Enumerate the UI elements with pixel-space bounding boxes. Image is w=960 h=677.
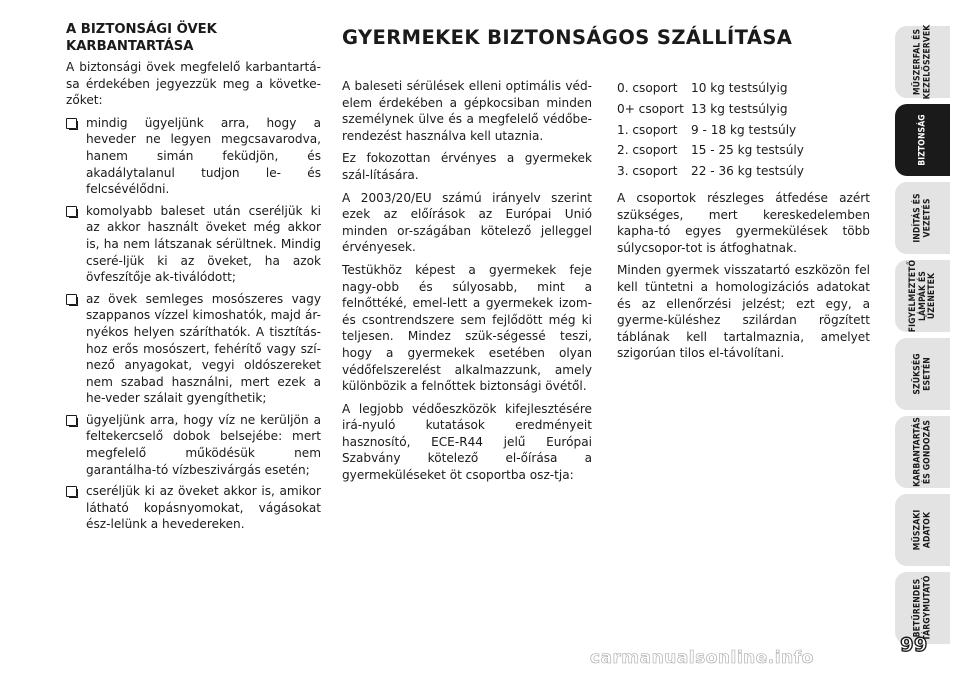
table-row: [617, 120, 870, 141]
page-number: 99: [900, 634, 928, 656]
group-name: 3. csoport: [617, 164, 678, 179]
list-item-text: mindig ügyeljünk arra, hogy a heveder ne legyen megcsavarodva, hanem simán feküdjön, és akadálytalanul tudjon le- és felcsévélődni.: [86, 115, 321, 197]
list-item-text: cseréljük ki az öveket akkor is, amikor látható kopásnyomokat, vágásokat ész-lelünk a hevedereken.: [86, 484, 321, 532]
middle-column: [342, 78, 592, 490]
page-title: GYERMEKEK BIZTONSÁGOS SZÁLLÍTÁSA: [342, 26, 793, 49]
right-column: [617, 78, 870, 368]
checkbox-bullet-icon: [66, 206, 77, 217]
group-range: 9 - 18 kg testsúly: [691, 122, 797, 137]
group-range: 13 kg testsúlyig: [691, 101, 788, 116]
left-column: [66, 22, 321, 538]
paragraph: A 2003/20/EU számú irányelv szerint ezek az előírások az Európai Unió minden or-szágában kötelező jelleggel érvényesek.: [342, 190, 592, 255]
list-item: [66, 203, 321, 286]
tab-label: MŰSZERFAL ÉS KEZELŐSZERVEK: [912, 24, 932, 100]
weight-group-table: [617, 78, 870, 182]
list-item-text: ügyeljünk arra, hogy víz ne kerüljön a feltekercselő dobok belsejébe: mert megfelelő működésük nem garantálha-tó vízbeszivárgás esetén;: [86, 412, 321, 477]
tab-technical-data[interactable]: [895, 494, 950, 566]
group-range: 15 - 25 kg testsúly: [691, 143, 804, 158]
group-name: 2. csoport: [617, 143, 678, 158]
tab-label: BIZTONSÁG: [916, 114, 927, 166]
checkbox-bullet-icon: [66, 415, 77, 426]
tab-maintenance[interactable]: [895, 416, 950, 488]
intro-paragraph: A biztonsági övek megfelelő karbantartá-sa érdekében jegyezzük meg a követke-zőket:: [66, 60, 321, 108]
tab-safety[interactable]: [895, 104, 950, 176]
group-name: 1. csoport: [617, 122, 678, 137]
table-row: [617, 161, 870, 182]
checkbox-bullet-icon: [66, 486, 77, 497]
list-item: [66, 412, 321, 478]
paragraph: Ez fokozottan érvényes a gyermekek szál-lítására.: [342, 151, 592, 182]
tab-label: FIGYELMEZTETŐ LÁMPÁK ÉS ÜZENETEK: [907, 259, 937, 333]
table-row: [617, 99, 870, 120]
paragraph: A csoportok részleges átfedése azért szükséges, mert kereskedelemben kapha-tó egyes gyermekülések több súlycsopor-tot is átfoghatnak.: [617, 190, 870, 255]
group-range: 22 - 36 kg testsúly: [691, 164, 804, 179]
list-item: [66, 291, 321, 407]
list-item-text: komolyabb baleset után cseréljük ki az akkor használt öveket még akkor is, ha nem látszanak sérültnek. Mindig cseré-ljük ki az öveket, ha azok övfeszítője ak-tiválódott;: [86, 203, 321, 285]
paragraph: Testükhöz képest a gyermekek feje nagy-obb és súlyosabb, mint a felnőttéké, emel-lett a gyermekek izom- és csontrendszere sem fejlődött még ki teljesen. Mindez szük-ségessé teszi, hogy a gyermekek esetében olyan védőfelszerelést alkalmazzunk, amely különbözik a felnőttek biztonsági övétől.: [342, 262, 592, 394]
group-range: 10 kg testsúlyig: [691, 81, 788, 95]
paragraph: A baleseti sérülések elleni optimális véd-elem érdekében a gépkocsiban minden személynek ülve és a megfelelő védőbe-rendezést használva kell utaznia.: [342, 79, 592, 143]
chapter-tabs: [895, 26, 950, 650]
list-item: [66, 115, 321, 198]
group-name: 0+ csoport: [617, 101, 684, 116]
tab-starting-driving[interactable]: [895, 182, 950, 254]
maintenance-list: [66, 115, 321, 533]
paragraph: Minden gyermek visszatartó eszközön fel kell tüntetni a homologizációs adatokat és az ellenőrzési jelzést; ezt egy, a gyerme-küléshez szilárdan rögzített táblának kell tartalmaznia, amelyet szigorúan tilos el-távolítani.: [617, 263, 870, 361]
list-item: [66, 483, 321, 533]
table-row: [617, 78, 870, 99]
tab-label: SZÜKSÉG ESETÉN: [912, 353, 932, 395]
tab-emergency[interactable]: [895, 338, 950, 410]
tab-label: BETŰRENDES TÁRGYMUTATÓ: [912, 575, 932, 641]
table-row: [617, 140, 870, 161]
list-item-text: az övek semleges mosószeres vagy szappanos vízzel kimoshatók, majd ár-nyékos helyen száríthatók. A tisztítás-hoz erős mosószert, fehérítő vagy szí-nező anyagokat, vegyi oldószereket nem szabad használni, mert ezek a he-veder szálait gyengíthetik;: [86, 291, 321, 406]
tab-label: INDÍTÁS ÉS VEZETÉS: [912, 193, 932, 243]
tab-label: MŰSZAKI ADATOK: [912, 509, 932, 551]
checkbox-bullet-icon: [66, 294, 77, 305]
checkbox-bullet-icon: [66, 118, 77, 129]
tab-label: KARBANTARTÁS ÉS GONDOZÁS: [912, 417, 932, 487]
tab-warning-lights[interactable]: [895, 260, 950, 332]
watermark: carmanualsonline.info: [590, 648, 814, 668]
paragraph: A legjobb védőeszközök kifejlesztésére irá-nyuló kutatások eredményeit hasznosító, ECE-R44 jelű Európai Szabvány kötelező el-őírása a gyermeküléseket öt csoportba osz-tja:: [342, 401, 592, 483]
section-heading: A BIZTONSÁGI ÖVEK KARBANTARTÁSA: [66, 22, 217, 54]
tab-dashboard-controls[interactable]: [895, 26, 950, 98]
group-name: 0. csoport: [617, 81, 678, 95]
